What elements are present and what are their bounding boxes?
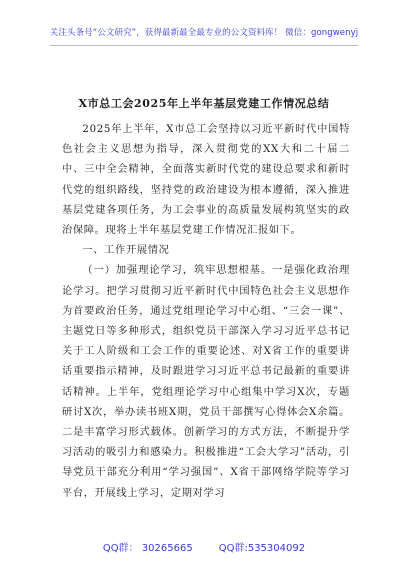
footer-qq-groups — [0, 539, 408, 554]
section-heading: 一、工作开展情况 — [82, 245, 170, 257]
footer-qq-group-2: QQ群:535304092 — [218, 543, 306, 554]
header-notice: 关注头条号“公文研究”，获得最新最全最专业的公文资料库！ 微信：gongwenyj — [49, 28, 359, 38]
header-divider — [50, 45, 358, 46]
document-body — [62, 120, 350, 504]
footer-qq-group-1: QQ群： 30265665 — [102, 543, 193, 554]
document-title: X市总工会2025年上半年基层党建工作情况总结 — [78, 97, 330, 110]
intro-paragraph: 2025年上半年，X市总工会坚持以习近平新时代中国特色社会主义思想为指导，深入贯彻党的XX大和二十届二中、三中全会精神，全面落实新时代党的建设总要求和新时代党的组织路线，坚持党的政治建设为根本遵循，深入推进基层党建各项任务，为工会事业的高质量发展构筑坚实的政治保障。现将上半年基层党建工作情况汇报如下。 — [62, 124, 350, 237]
section-paragraph: （一）加强理论学习，筑牢思想根基。一是强化政治理论学习。把学习贯彻习近平新时代中国特色社会主义思想作为首要政治任务，通过党组理论学习中心组、“三会一课”、主题党日等多种形式，组织党员干部深入学习习近平总书记关于工人阶级和工会工作的重要论述、对X省工作的重要讲话重要指示精神，及时跟进学习习近平总书记最新的重要讲话精神。上半年，党组理论学习中心组集中学习X次，专题研讨X次，举办读书班X期，党员干部撰写心得体会X余篇。二是丰富学习形式载体。创新学习的方式方法，不断提升学习活动的吸引力和感染力。积极推进“工会大学习”活动，引导党员干部充分利用“学习强国”、X省干部网络学院等学习平台，开展线上学习，定期对学习 — [62, 265, 350, 499]
